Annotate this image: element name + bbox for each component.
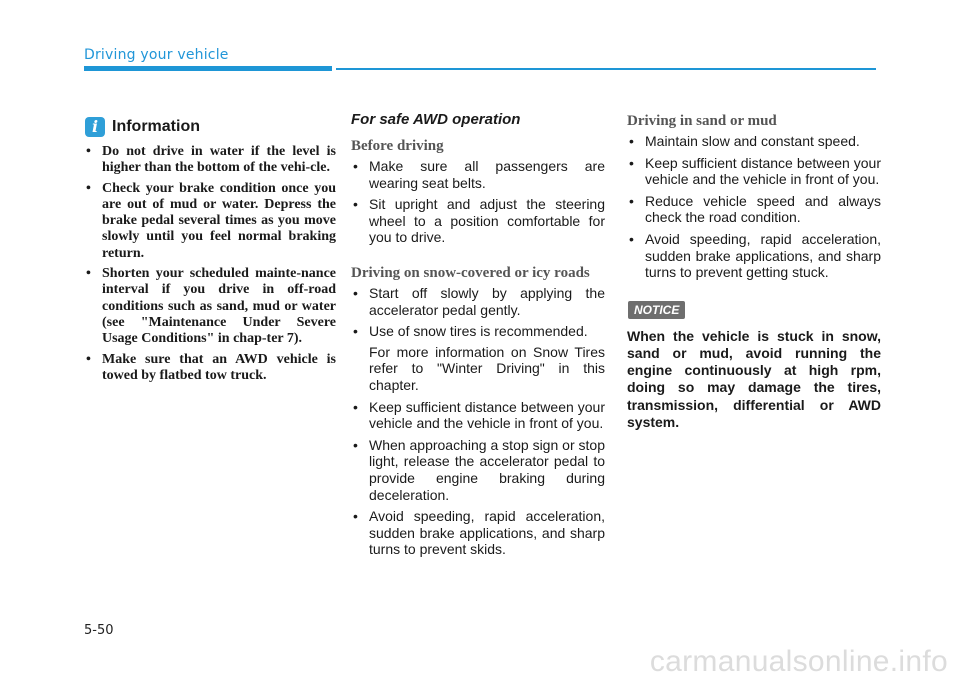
sand-mud-heading: Driving in sand or mud: [627, 113, 777, 129]
list-item: • Avoid speeding, rapid acceleration, sudden brake applications, and sharp turns to prevent getting stuck.: [627, 231, 881, 281]
information-column: [84, 110, 336, 388]
list-item: • When approaching a stop sign or stop light, release the accelerator pedal to provide engine braking during deceleration.: [351, 437, 605, 503]
before-driving-list: [351, 158, 605, 246]
page-number: 5-50: [84, 623, 114, 638]
list-item: • Reduce vehicle speed and always check the road condition.: [627, 193, 881, 226]
sand-mud-column: [627, 110, 881, 431]
notice-text: When the vehicle is stuck in snow, sand or mud, avoid running the engine continuously at high rpm, doing so may damage the tires, transmission, differential or AWD system.: [627, 327, 881, 430]
list-item: • Sit upright and adjust the steering wheel to a position comfortable for you to drive.: [351, 196, 605, 246]
header-bar-thin: [336, 68, 876, 70]
information-list: [84, 144, 336, 384]
list-item: • Shorten your scheduled mainte-nance interval if you drive in off-road conditions such as sand, mud or water (see "Maintenance Under Severe Usage Conditions" in chap-ter 7).: [84, 266, 336, 347]
snow-roads-heading: Driving on snow-covered or icy roads: [351, 264, 590, 281]
sand-mud-list: [627, 133, 881, 281]
list-item: • Do not drive in water if the level is higher than the bottom of the vehi-cle.: [84, 144, 336, 177]
list-item: • Start off slowly by applying the accelerator pedal gently.: [351, 285, 605, 318]
awd-column: [351, 110, 605, 563]
information-header: [84, 115, 336, 139]
list-item: • Maintain slow and constant speed.: [627, 133, 881, 150]
list-item: • Use of snow tires is recommended.: [351, 323, 605, 340]
watermark: carmanualsonline.info: [649, 645, 948, 678]
list-item: • Check your brake condition once you are out of mud or water. Depress the brake pedal several times as you move slowly until you feel normal braking return.: [84, 181, 336, 262]
list-item: • Avoid speeding, rapid acceleration, sudden brake applications, and sharp turns to prevent skids.: [351, 508, 605, 558]
section-title: Driving your vehicle: [84, 47, 229, 63]
snow-roads-list-continued: [351, 399, 605, 558]
snow-roads-list: [351, 285, 605, 340]
snow-tires-note: For more information on Snow Tires refer to "Winter Driving" in this chapter.: [369, 343, 605, 393]
info-icon: i: [85, 117, 105, 137]
list-item: • Make sure all passengers are wearing seat belts.: [351, 158, 605, 191]
header-bar-thick: [84, 66, 332, 71]
list-item: • Keep sufficient distance between your vehicle and the vehicle in front of you.: [351, 399, 605, 432]
notice-badge: NOTICE: [628, 301, 685, 319]
list-item: • Make sure that an AWD vehicle is towed by flatbed tow truck.: [84, 352, 336, 385]
information-title: Information: [112, 118, 200, 135]
list-item: • Keep sufficient distance between your vehicle and the vehicle in front of you.: [627, 155, 881, 188]
before-driving-heading: Before driving: [351, 138, 444, 154]
awd-section-title: For safe AWD operation: [351, 111, 521, 128]
